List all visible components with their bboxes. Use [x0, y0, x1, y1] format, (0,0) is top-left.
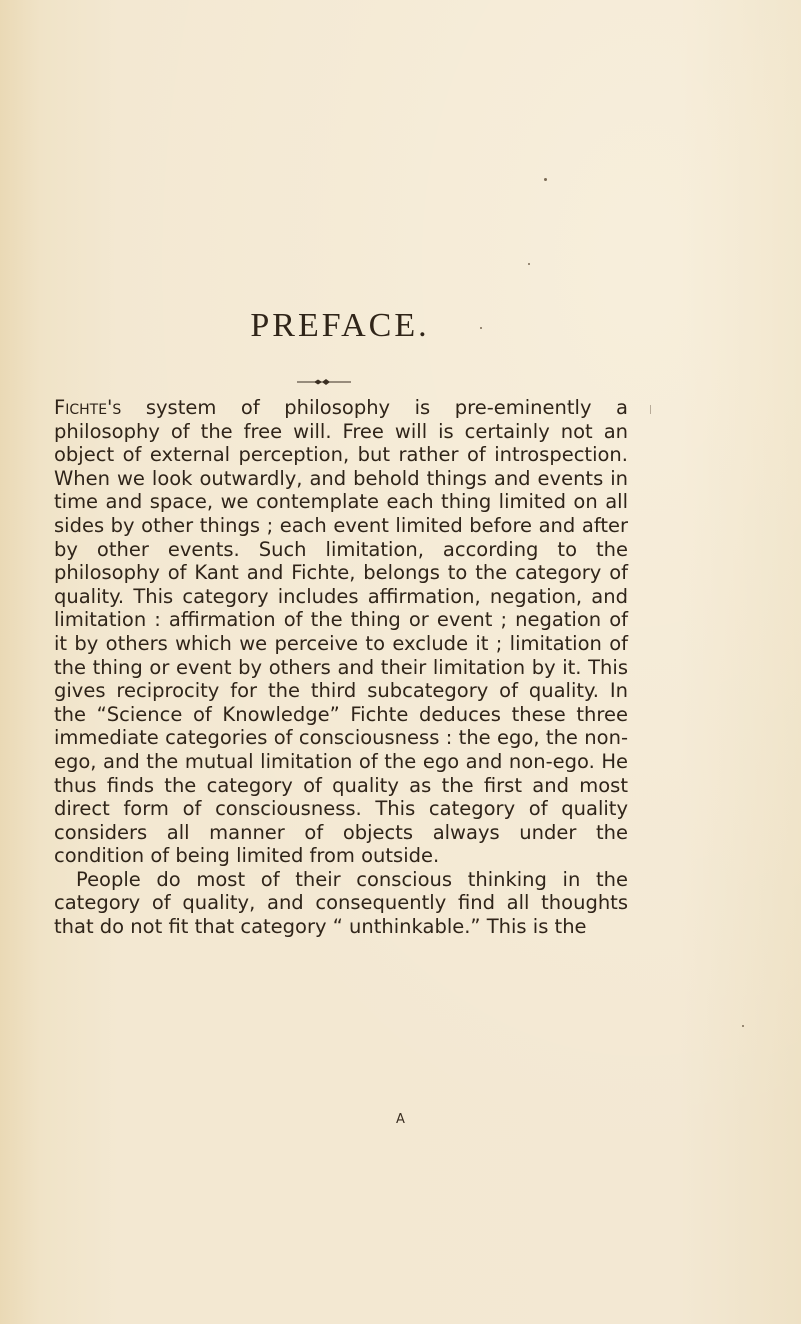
paper-speck	[528, 263, 530, 265]
paper-speck	[742, 1025, 744, 1027]
paragraph-1	[54, 396, 628, 868]
paper-speck	[650, 405, 651, 414]
paper-speck	[544, 178, 547, 181]
paragraph-1-text: system of philosophy is pre-eminently a philosophy of the free will. Free will is certainly not an object of external perception, but rather of introspection. When we look outwardly, and behold things and events in time and space, we contemplate each thing limited on all sides by other things ; each event limited before and after by other events. Such limitation, according to the philosophy of Kant and Fichte, belongs to the category of quality. This category includes affirmation, negation, and limitation : affirmation of the thing or event ; negation of it by others which we perceive to exclude it ; limitation of the thing or event by others and their limitation by it. This gives reciprocity for the third subcategory of quality. In the “Science of Knowledge” Fichte deduces these three immediate categories of consciousness : the ego, the non-ego, and the mutual limitation of the ego and non-ego. He thus finds the category of quality as the first and most direct form of consciousness. This category of quality considers all manner of objects always under the condition of being limited from outside.	[54, 396, 628, 868]
paragraph-2-text: People do most of their conscious thinking in the category of quality, and consequently find all thoughts that do not fit that category “ unthinkable.” This is the	[54, 867, 628, 939]
author-name-lead: Fichte's	[54, 396, 122, 419]
signature-mark: A	[396, 1112, 405, 1127]
ornamental-rule-icon	[297, 378, 351, 386]
page-title: PREFACE.	[250, 307, 430, 344]
body-text	[54, 396, 628, 939]
paragraph-2	[54, 868, 628, 939]
